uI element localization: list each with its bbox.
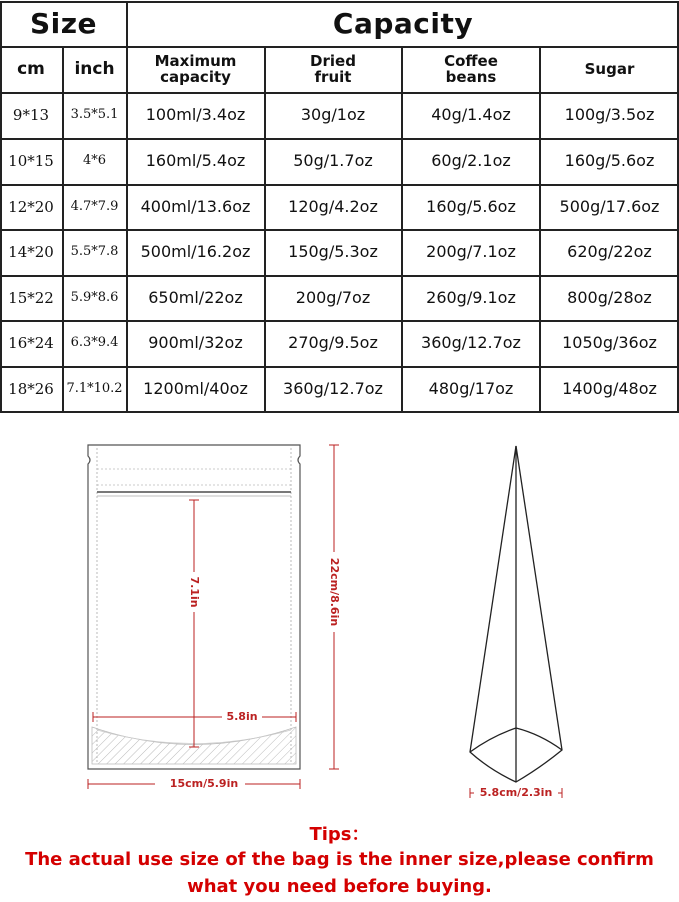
table-rule <box>0 275 679 277</box>
table-rule <box>0 92 679 94</box>
table-rule <box>0 320 679 322</box>
table-cell-coffee: 40g/1.4oz <box>431 105 511 125</box>
table-cell-inch: 6.3*9.4 <box>70 335 119 351</box>
table-rule <box>0 366 679 368</box>
table-cell-max: 160ml/5.4oz <box>145 151 246 171</box>
table-cell-sugar: 620g/22oz <box>567 242 652 262</box>
tips-title: Tips： <box>309 824 370 845</box>
table-cell-coffee: 260g/9.1oz <box>426 288 516 308</box>
table-cell-cm: 14*20 <box>8 242 54 261</box>
column-header-maximum-capacity: Maximum capacity <box>154 52 237 86</box>
table-rule <box>0 46 679 48</box>
table-cell-dried: 200g/7oz <box>295 288 371 308</box>
table-border-right <box>677 1 679 412</box>
inner-width-label: 5.8in <box>226 710 258 723</box>
table-rule <box>0 138 679 140</box>
inner-height-label: 7.1in <box>188 576 201 608</box>
bag-dimension-diagram <box>0 412 679 812</box>
table-cell-sugar: 1050g/36oz <box>562 333 657 353</box>
table-cell-max: 500ml/16.2oz <box>140 242 251 262</box>
capacity-table <box>0 0 679 412</box>
table-cell-dried: 150g/5.3oz <box>288 242 378 262</box>
column-header-sugar: Sugar <box>584 60 635 78</box>
table-cell-coffee: 200g/7.1oz <box>426 242 516 262</box>
table-cell-max: 400ml/13.6oz <box>140 197 251 217</box>
table-cell-dried: 360g/12.7oz <box>283 379 383 399</box>
total-height-dimension <box>326 445 342 769</box>
table-cell-sugar: 800g/28oz <box>567 288 652 308</box>
bottom-width-label: 5.8cm/2.3in <box>479 786 553 799</box>
table-cell-max: 650ml/22oz <box>148 288 243 308</box>
table-rule <box>264 46 266 412</box>
table-cell-inch: 5.9*8.6 <box>70 290 119 306</box>
table-cell-sugar: 1400g/48oz <box>562 379 657 399</box>
total-height-label: 22cm/8.6in <box>328 557 341 627</box>
table-cell-max: 900ml/32oz <box>148 333 243 353</box>
capacity-header: Capacity <box>332 6 474 40</box>
column-header-dried-fruit: Dried fruit <box>310 52 356 86</box>
table-cell-cm: 18*26 <box>8 379 54 398</box>
size-header: Size <box>29 6 98 40</box>
table-cell-coffee: 160g/5.6oz <box>426 197 516 217</box>
table-cell-dried: 120g/4.2oz <box>288 197 378 217</box>
table-cell-sugar: 100g/3.5oz <box>564 105 655 125</box>
bag-side-view <box>470 446 562 782</box>
table-rule <box>62 46 64 412</box>
table-cell-dried: 30g/1oz <box>300 105 366 125</box>
table-cell-cm: 12*20 <box>8 197 54 216</box>
table-cell-cm: 15*22 <box>8 288 54 307</box>
table-cell-sugar: 160g/5.6oz <box>564 151 655 171</box>
table-border-left <box>0 1 2 412</box>
tips-text-line-1: The actual use size of the bag is the inner size,please confirm <box>25 849 654 870</box>
table-cell-sugar: 500g/17.6oz <box>559 197 660 217</box>
table-cell-coffee: 360g/12.7oz <box>421 333 521 353</box>
tips-text-line-2: what you need before buying. <box>187 876 492 897</box>
total-width-dimension <box>88 777 300 791</box>
cm-header: cm <box>17 59 45 79</box>
table-rule <box>0 229 679 231</box>
table-rule <box>401 46 403 412</box>
table-rule <box>539 46 541 412</box>
table-cell-cm: 16*24 <box>8 333 54 352</box>
table-rule <box>0 184 679 186</box>
table-cell-inch: 4*6 <box>82 153 107 169</box>
table-cell-coffee: 60g/2.1oz <box>431 151 511 171</box>
table-cell-inch: 3.5*5.1 <box>70 107 119 123</box>
table-cell-coffee: 480g/17oz <box>428 379 514 399</box>
table-cell-cm: 9*13 <box>12 105 50 124</box>
inch-header: inch <box>74 59 115 79</box>
table-cell-dried: 270g/9.5oz <box>288 333 378 353</box>
table-cell-inch: 7.1*10.2 <box>66 381 123 397</box>
table-cell-dried: 50g/1.7oz <box>293 151 373 171</box>
table-cell-max: 1200ml/40oz <box>143 379 248 399</box>
bottom-width-dimension <box>470 786 562 800</box>
table-cell-cm: 10*15 <box>8 151 54 170</box>
total-width-label: 15cm/5.9in <box>169 777 239 790</box>
table-border-top <box>0 1 679 3</box>
table-cell-max: 100ml/3.4oz <box>145 105 246 125</box>
column-header-coffee-beans: Coffee beans <box>444 52 498 86</box>
table-cell-inch: 5.5*7.8 <box>70 244 119 260</box>
table-cell-inch: 4.7*7.9 <box>70 199 119 215</box>
table-rule <box>126 1 128 412</box>
